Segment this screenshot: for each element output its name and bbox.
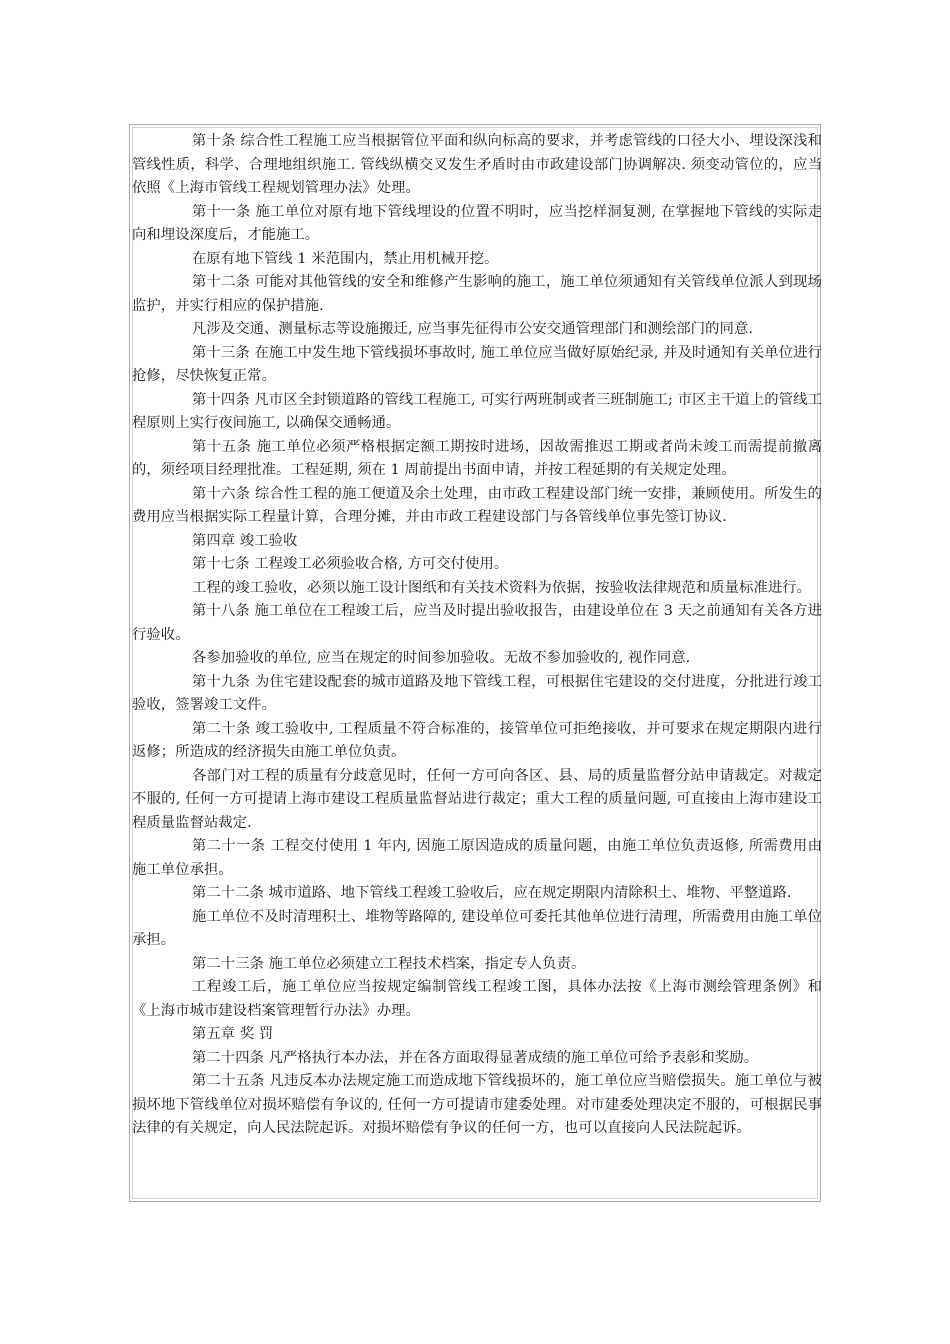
article-16: 第十六条 综合性工程的施工便道及余土处理，由市政工程建设部门统一安排，兼顾使用。所发生的费用应当根据实际工程量计算，合理分摊，并由市政工程建设部门与各管线单位事先签订协议. xyxy=(132,485,822,525)
article-13: 第十三条 在施工中发生地下管线损坏事故时, 施工单位应当做好原始纪录, 并及时通知有关单位进行抢修，尽快恢复正常。 xyxy=(132,344,822,384)
article-17: 第十七条 工程竣工必须验收合格, 方可交付使用。 xyxy=(192,556,509,572)
article-18: 第十八条 施工单位在工程竣工后，应当及时提出验收报告，由建设单位在 3 天之前通知有关各方进行验收。 xyxy=(132,603,822,643)
article-24: 第二十四条 凡严格执行本办法，并在各方面取得显著成绩的施工单位可给予表彰和奖励。 xyxy=(192,1049,759,1066)
article-20: 第二十条 竣工验收中, 工程质量不符合标准的，接管单位可拒绝接收，并可要求在规定期限内进行返修；所造成的经济损失由施工单位负责。 xyxy=(132,720,822,760)
article-19: 第十九条 为住宅建设配套的城市道路及地下管线工程，可根据住宅建设的交付进度，分批进行竣工验收，签署竣工文件。 xyxy=(132,673,822,713)
article-11-clause: 在原有地下管线 1 米范围内，禁止用机械开挖。 xyxy=(192,250,499,267)
article-17-clause: 工程的竣工验收，必须以施工设计图纸和有关技术资料为依据，按验收法律规范和质量标准进行。 xyxy=(192,579,812,596)
chapter-4-heading: 第四章 竣工验收 xyxy=(192,532,298,549)
article-12-clause: 凡涉及交通、测量标志等设施搬迁, 应当事先征得市公安交通管理部门和测绘部门的同意. xyxy=(192,321,754,337)
article-15: 第十五条 施工单位必须严格根据定额工期按时进场，因故需推迟工期或者尚未竣工而需提前撤离的，须经项目经理批准。工程延期, 须在 1 周前提出书面申请，并按工程延期的有关规定处理。 xyxy=(132,438,822,478)
article-22: 第二十二条 城市道路、地下管线工程竣工验收后，应在规定期限内清除积土、堆物、平整道路. xyxy=(192,885,792,901)
article-21: 第二十一条 工程交付使用 1 年内, 因施工原因造成的质量问题，由施工单位负责返修, 所需费用由施工单位承担。 xyxy=(132,838,822,878)
document-body xyxy=(132,127,822,1141)
article-20-clause: 各部门对工程的质量有分歧意见时，任何一方可向各区、县、局的质量监督分站申请裁定。对裁定不服的, 任何一方可提请上海市建设工程质量监督站进行裁定；重大工程的质量问题, 可直接由上海市建设工程质量监督站裁定. xyxy=(132,767,822,831)
article-14: 第十四条 凡市区全封锁道路的管线工程施工, 可实行两班制或者三班制施工; 市区主干道上的管线工程原则上实行夜间施工, 以确保交通畅通。 xyxy=(132,391,822,431)
article-11: 第十一条 施工单位对原有地下管线埋设的位置不明时，应当挖样洞复测, 在掌握地下管线的实际走向和埋设深度后，才能施工。 xyxy=(132,203,822,243)
article-18-clause: 各参加验收的单位, 应当在规定的时间参加验收。无故不参加验收的, 视作同意. xyxy=(192,650,691,666)
article-22-clause: 施工单位不及时清理积土、堆物等路障的, 建设单位可委托其他单位进行清理，所需费用由施工单位承担。 xyxy=(132,908,822,948)
article-10: 第十条 综合性工程施工应当根据管位平面和纵向标高的要求，并考虑管线的口径大小、埋设深浅和管线性质，科学、合理地组织施工. 管线纵横交叉发生矛盾时由市政建设部门协调解决. 须变动管位的，应当依照《上海市管线工程规划管理办法》处理。 xyxy=(132,133,822,196)
article-12: 第十二条 可能对其他管线的安全和维修产生影响的施工，施工单位须通知有关管线单位派人到现场监护，并实行相应的保护措施. xyxy=(132,274,822,314)
article-25: 第二十五条 凡违反本办法规定施工而造成地下管线损坏的，施工单位应当赔偿损失。施工单位与被损坏地下管线单位对损坏赔偿有争议的, 任何一方可提请市建委处理。对市建委处理决定不服的，可根据民事法律的有关规定，向人民法院起诉。对损坏赔偿有争议的任何一方，也可以直接向人民法院起诉。 xyxy=(132,1073,822,1136)
article-23: 第二十三条 施工单位必须建立工程技术档案，指定专人负责。 xyxy=(192,955,586,972)
chapter-5-heading: 第五章 奖 罚 xyxy=(192,1026,274,1042)
article-23-clause: 工程竣工后，施工单位应当按规定编制管线工程竣工图，具体办法按《上海市测绘管理条例》和《上海市城市建设档案管理暂行办法》办理。 xyxy=(132,979,822,1019)
